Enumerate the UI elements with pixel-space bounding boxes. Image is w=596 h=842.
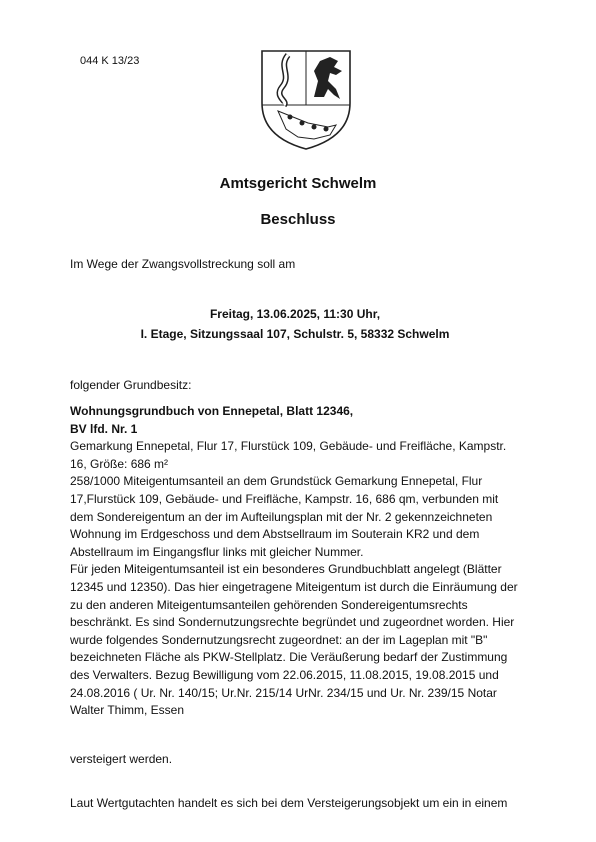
description-line: 12345 und 12350). Das hier eingetragene Miteigentum ist durch die Einräumung der xyxy=(70,579,518,594)
description-line: bezeichneten Fläche als PKW-Stellplatz. Die Veräußerung bedarf der Zustimmung xyxy=(70,650,508,665)
description-line: dem Sondereigentum an der im Aufteilungsplan mit der Nr. 2 gekennzeichneten xyxy=(70,509,493,524)
description-line: Gemarkung Ennepetal, Flur 17, Flurstück 109, Gebäude- und Freifläche, Kampstr. xyxy=(70,439,507,454)
bv-number: BV lfd. Nr. 1 xyxy=(70,421,138,436)
description-line: Walter Thimm, Essen xyxy=(70,703,185,718)
registry-title: Wohnungsgrundbuch von Ennepetal, Blatt 12346, xyxy=(70,404,354,418)
court-name: Amtsgericht Schwelm xyxy=(219,175,377,192)
property-intro: folgender Grundbesitz: xyxy=(70,378,192,392)
description-line: Wohnung im Erdgeschoss und dem Abstsellraum im Souterain KR2 und dem xyxy=(70,527,480,542)
document-title: Beschluss xyxy=(260,211,336,228)
description-line: des Verwalters. Bezug Bewilligung vom 22.06.2015, 11.08.2015, 19.08.2015 und xyxy=(70,667,499,682)
description-line: Für jeden Miteigentumsanteil ist ein besonderes Grundbuchblatt angelegt (Blätter xyxy=(70,562,502,577)
auction-location: I. Etage, Sitzungssaal 107, Schulstr. 5, 58332 Schwelm xyxy=(140,327,450,341)
intro-text: Im Wege der Zwangsvollstreckung soll am xyxy=(70,257,296,271)
appraisal-text: Laut Wertgutachten handelt es sich bei dem Versteigerungsobjekt um ein in einem xyxy=(70,796,508,810)
description-line: zu den anderen Miteigentumsanteilen gehörenden Sondereigentumsrechts xyxy=(70,597,468,612)
description-line: 24.08.2016 ( Ur. Nr. 140/15; Ur.Nr. 215/14 UrNr. 234/15 und Ur. Nr. 239/15 Notar xyxy=(70,685,497,700)
auction-date: Freitag, 13.06.2025, 11:30 Uhr, xyxy=(209,307,381,321)
description-line: 16, Größe: 686 m² xyxy=(70,456,169,471)
property-block xyxy=(70,403,530,720)
description-line: beschränkt. Es sind Sondernutzungsrechte begründet und zugeordnet worden. Hier xyxy=(70,615,515,630)
description-line: wurde folgendes Sondernutzungsrecht zugeordnet: an der im Lageplan mit "B" xyxy=(70,632,488,647)
description-line: 17,Flurstück 109, Gebäude- und Freifläche, Kampstr. 16, 686 qm, verbunden mit xyxy=(70,491,499,506)
description-line: Abstellraum im Eingangsflur links mit gleicher Nummer. xyxy=(70,544,364,559)
description-line: 258/1000 Miteigentumsanteil an dem Grundstück Gemarkung Ennepetal, Flur xyxy=(70,474,483,489)
file-reference: 044 K 13/23 xyxy=(80,55,140,67)
coat-of-arms-icon xyxy=(258,45,354,153)
auction-phrase: versteigert werden. xyxy=(70,752,173,766)
